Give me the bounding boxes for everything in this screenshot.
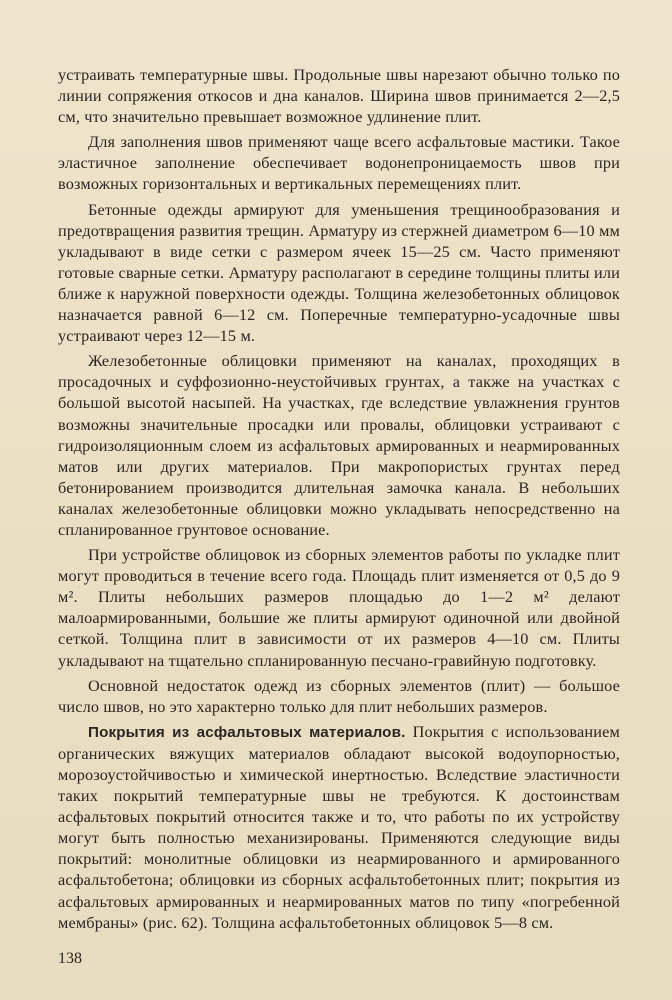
paragraph-2: Для заполнения швов применяют чаще всего асфальтовые мастики. Такое эластичное заполнение обеспечивает водонепроницаемость швов при возможных горизонтальных и вертикальных перемещениях плит. (58, 132, 620, 194)
paragraph-3: Бетонные одежды армируют для уменьшения трещинообразования и предотвращения развития трещин. Арматуру из стержней диаметром 6—10 мм укладывают в виде сетки с размером ячеек 15—25 см. Часто применяют готовые сварные сетки. Арматуру располагают в середине толщины плиты или ближе к наружной поверхности одежды. Толщина железобетонных облицовок назначается равной 6—12 см. Поперечные температурно-усадочные швы устраивают через 12—15 м. (58, 199, 620, 346)
paragraph-7 (58, 721, 620, 933)
paragraph-6: Основной недостаток одежд из сборных элементов (плит) — большое число швов, но это характерно только для плит небольших размеров. (58, 675, 620, 716)
paragraph-5: При устройстве облицовок из сборных элементов работы по укладке плит могут проводиться в течение всего года. Площадь плит изменяется от 0,5 до 9 м². Плиты небольших размеров площадью до 1—2 м² делают малоармированными, большие же плиты армируют одиночной или двойной сеткой. Толщина плит в зависимости от их размеров 4—10 см. Плиты укладывают на тщательно спланированную песчано-гравийную подготовку. (58, 545, 620, 670)
body-text (58, 64, 620, 933)
section-heading: Покрытия из асфальтовых материалов. (88, 723, 406, 741)
paragraph-1: устраивать температурные швы. Продольные швы нарезают обычно только по линии сопряжения откосов и дна каналов. Ширина швов принимается 2—2,5 см, что значительно превышает возможное удлинение плит. (58, 65, 620, 127)
page-number: 138 (58, 950, 82, 967)
paragraph-7-text: Покрытия с использованием органических вяжущих материалов обладают высокой водоупорностью, морозоустойчивостью и химической инертностью. Вследствие эластичности таких покрытий температурные швы не требуются. К достоинствам асфальтовых покрытий относится также и то, что работы по их устройству могут быть полностью механизированы. Применяются следующие виды покрытий: монолитные облицовки из неармированного и армированного асфальтобетона; облицовки из сборных асфальтобетонных плит; покрытия из асфальтовых армированных и неармированных матов по типу «погребенной мембраны» (рис. 62). Толщина асфальтобетонных облицовок 5—8 см. (58, 721, 620, 932)
paragraph-4: Железобетонные облицовки применяют на каналах, проходящих в просадочных и суффозионно-неустойчивых грунтах, а также на участках с большой высотой насыпей. На участках, где вследствие увлажнения грунтов возможны значительные просадки или провалы, облицовки устраивают с гидроизоляционным слоем из асфальтовых армированных и неармированных матов или других материалов. При макропористых грунтах перед бетонированием производится длительная замочка канала. В небольших каналах железобетонные облицовки можно укладывать непосредственно на спланированное грунтовое основание. (58, 351, 620, 539)
